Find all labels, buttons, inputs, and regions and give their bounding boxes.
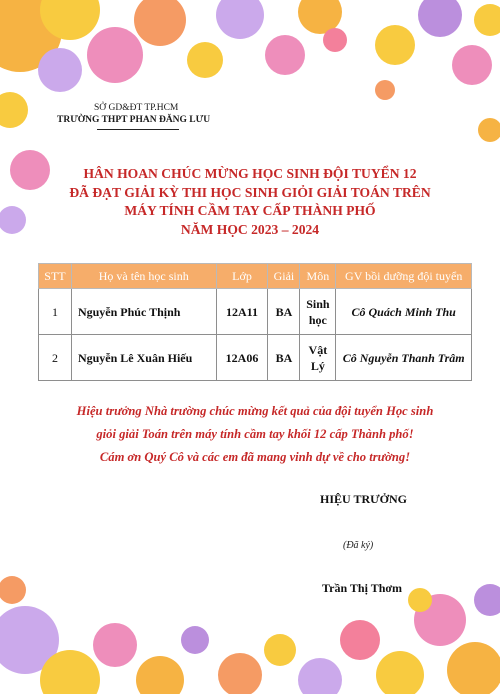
table-header-row — [39, 264, 472, 289]
column-header-teacher: GV bồi dưỡng đội tuyển — [336, 264, 472, 289]
cell-student-name: Nguyễn Phúc Thịnh — [71, 289, 216, 335]
signature-name: Trần Thị Thơm — [322, 581, 403, 595]
header-underline — [97, 129, 179, 130]
title-line-4: NĂM HỌC 2023 – 2024 — [180, 221, 320, 237]
cell-teacher: Cô Nguyễn Thanh Trâm — [336, 335, 472, 381]
column-header-subject: Môn — [300, 264, 336, 289]
subject-line-2: Lý — [310, 358, 325, 373]
awards-table — [38, 263, 472, 381]
title-line-1: HÂN HOAN CHÚC MỪNG HỌC SINH ĐỘI TUYỂN 12 — [83, 166, 417, 181]
school-name: TRƯỜNG THPT PHAN ĐĂNG LƯU — [57, 115, 211, 125]
school-header — [57, 102, 210, 130]
cell-class: 12A06 — [216, 335, 268, 381]
signature-status: (Đã ký) — [343, 540, 374, 551]
title-line-2: ĐÃ ĐẠT GIẢI KỲ THI HỌC SINH GIỎI GIẢI TOÁN TRÊN — [69, 184, 431, 200]
column-header-prize: Giải — [268, 264, 300, 289]
title-line-3: MÁY TÍNH CẦM TAY CẤP THÀNH PHỐ — [124, 203, 376, 218]
cell-class: 12A11 — [216, 289, 268, 335]
message-line-1: Hiệu trưởng Nhà trường chúc mừng kết quả của đội tuyển Học sinh — [76, 404, 434, 418]
subject-line-2: học — [308, 312, 327, 327]
table-row — [39, 335, 472, 381]
column-header-student-name: Họ và tên học sinh — [71, 264, 216, 289]
congratulation-title — [20, 165, 480, 239]
table-row — [39, 289, 472, 335]
signature-role: HIỆU TRƯỞNG — [320, 492, 408, 506]
cell-subject — [300, 289, 336, 335]
subject-line-1: Vật — [308, 342, 328, 357]
principal-message — [30, 400, 480, 469]
message-line-2: giỏi giải Toán trên máy tính cầm tay khối 12 cấp Thành phố! — [96, 427, 414, 441]
subject-line-1: Sinh — [306, 296, 330, 311]
cell-subject — [300, 335, 336, 381]
department-name: SỞ GD&ĐT TP.HCM — [94, 103, 179, 113]
column-header-stt: STT — [39, 264, 72, 289]
cell-stt: 1 — [39, 289, 72, 335]
cell-stt: 2 — [39, 335, 72, 381]
message-line-3: Cám ơn Quý Cô và các em đã mang vinh dự về cho trường! — [99, 450, 411, 464]
cell-prize: BA — [268, 335, 300, 381]
cell-prize: BA — [268, 289, 300, 335]
column-header-class: Lớp — [216, 264, 268, 289]
cell-teacher: Cô Quách Minh Thu — [336, 289, 472, 335]
cell-student-name: Nguyễn Lê Xuân Hiếu — [71, 335, 216, 381]
